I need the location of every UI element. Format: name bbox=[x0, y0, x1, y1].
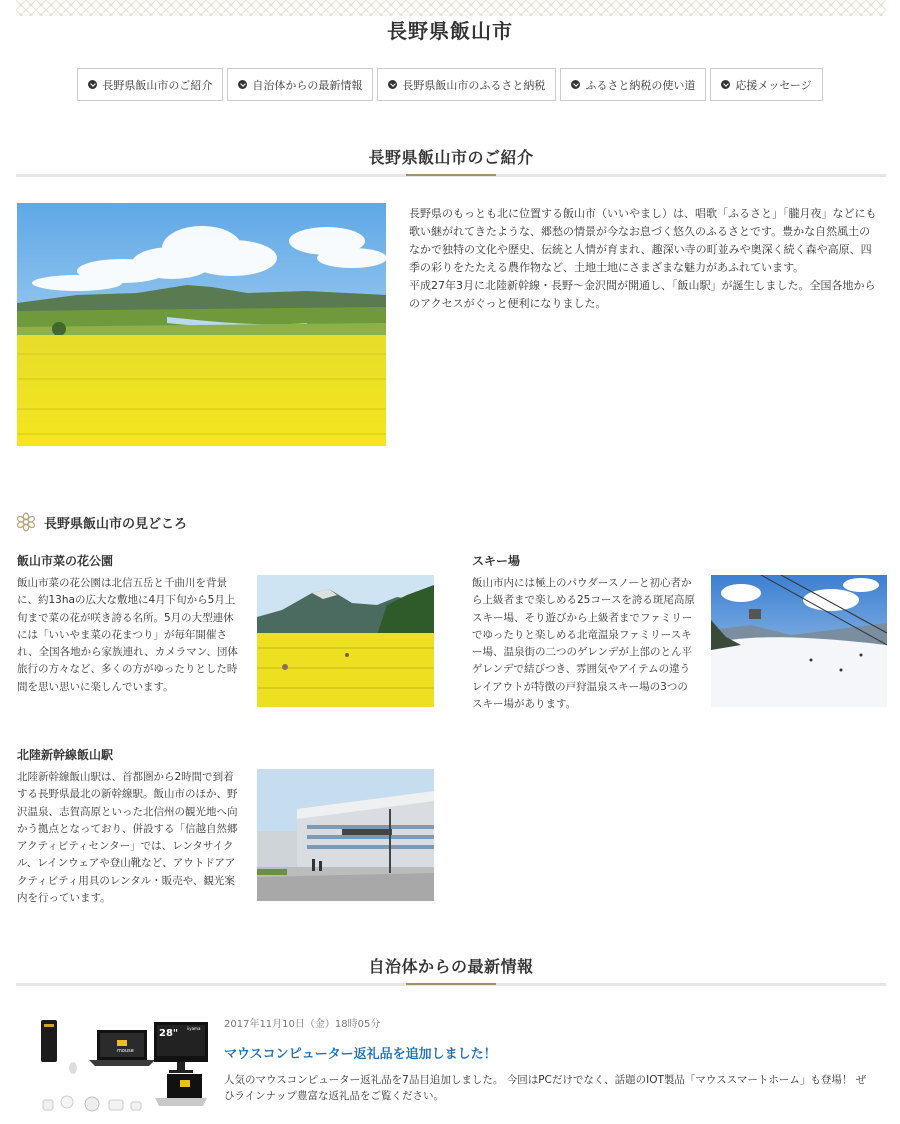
section-divider bbox=[16, 174, 886, 177]
iiyama-station-photo bbox=[257, 769, 434, 901]
news-date: 2017年11月10日（金）18時05分 bbox=[224, 1019, 381, 1030]
intro-rapeseed-field-photo bbox=[17, 203, 386, 446]
section-nav bbox=[0, 68, 900, 101]
intro-paragraph: 長野県のもっとも北に位置する飯山市（いいやまし）は、唱歌「ふるさと」「朧月夜」などにも歌い継がれてきたような、郷愁の情景が今なお息づく悠久のふるさとです。豊かな自然風土のなかで独特の文化や歴史、伝統と人情が育まれ、趣深い寺の町並みや奥深く続く森や高原、四季の彩りをたたえる農作物など、土地土地にさまざまな魅力があふれています。 bbox=[409, 207, 877, 274]
highlights-heading bbox=[16, 512, 187, 532]
section-divider bbox=[16, 983, 886, 986]
spot-title-station: 北陸新幹線飯山駅 bbox=[17, 748, 114, 762]
nav-label: 自治体からの最新情報 bbox=[252, 78, 363, 92]
monitor-brand-label: iiyama bbox=[187, 1026, 201, 1031]
section-title: 自治体からの最新情報 bbox=[368, 957, 534, 976]
spot-title-ski: スキー場 bbox=[472, 554, 521, 568]
nav-label: 長野県飯山市のご紹介 bbox=[102, 78, 213, 92]
site-title: 長野県飯山市 bbox=[387, 19, 513, 43]
nav-usage-button[interactable] bbox=[560, 68, 706, 101]
subsection-title: 長野県飯山市の見どころ bbox=[44, 516, 188, 532]
spot-title-rapeseed-park: 飯山市菜の花公園 bbox=[17, 554, 114, 568]
chevron-down-circle-icon bbox=[721, 80, 730, 89]
intro-section-heading bbox=[16, 145, 886, 177]
nav-label: 応援メッセージ bbox=[735, 78, 812, 92]
rapeseed-park-photo bbox=[257, 575, 434, 707]
intro-description bbox=[409, 205, 881, 313]
news-title-link[interactable]: マウスコンピューター返礼品を追加しました！ bbox=[224, 1047, 497, 1062]
nav-intro-button[interactable] bbox=[77, 68, 223, 101]
nav-label: ふるさと納税の使い道 bbox=[585, 78, 696, 92]
news-body: 人気のマウスコンピューター返礼品を7品目追加しました。 今回はPCだけでなく、話題のIOT製品「マウススマートホーム」も登場！ ぜひラインナップ豊富な返礼品をご覧ください。 bbox=[224, 1074, 867, 1102]
decorative-top-band bbox=[16, 0, 886, 16]
news-section-heading bbox=[16, 954, 886, 986]
nav-news-button[interactable] bbox=[227, 68, 373, 101]
chevron-down-circle-icon bbox=[238, 80, 247, 89]
chevron-down-circle-icon bbox=[388, 80, 397, 89]
nav-furusato-button[interactable] bbox=[377, 68, 556, 101]
chevron-down-circle-icon bbox=[88, 80, 97, 89]
intro-paragraph: 平成27年3月に北陸新幹線・長野〜金沢間が開通し、「飯山駅」が誕生しました。全国各地からのアクセスがぐっと便利になりました。 bbox=[409, 279, 876, 310]
mouse-computer-products-image bbox=[37, 1012, 212, 1122]
spot-text-station: 北陸新幹線飯山駅は、首都圏から2時間で到着する長野県最北の新幹線駅。飯山市のほか、野沢温泉、志賀高原といった北信州の観光地へ向かう拠点となっており、併設する「信越自然郷アクティビティセンター」では、レンタサイクル、レインウェアや登山靴など、アウトドアアクティビティ用具のレンタル・販売や、観光案内を行っています。 bbox=[17, 771, 238, 905]
section-title: 長野県飯山市のご紹介 bbox=[368, 148, 534, 167]
laptop-brand-label: mouse bbox=[117, 1048, 134, 1054]
nav-message-button[interactable] bbox=[710, 68, 822, 101]
monitor-size-label: 28" bbox=[159, 1028, 179, 1039]
chevron-down-circle-icon bbox=[571, 80, 580, 89]
spot-text-rapeseed-park: 飯山市菜の花公園は北信五岳と千曲川を背景に、約13haの広大な敷地に4月下旬から5月上旬まで菜の花が咲き誇る名所。5月の大型連休には「いいやま菜の花まつり」が毎年開催され、全国各地から家族連れ、カメラマン、団体旅行の方々など、多くの方がゆったりとした時間を思い思いに楽しんでいます。 bbox=[17, 577, 238, 693]
spot-text-ski: 飯山市内には極上のパウダースノーと初心者から上級者まで楽しめる25コースを誇る斑尾高原スキー場、そり遊びから上級者までファミリーでゆったりと楽しめる北竜温泉ファミリースキー場、温泉街の二つのゲレンデが上部のとん平ゲレンデで結びつき、雰囲気やアイテムの違うレイアウトが特徴の戸狩温泉スキー場の3つのスキー場があります。 bbox=[472, 577, 695, 711]
nav-label: 長野県飯山市のふるさと納税 bbox=[402, 78, 546, 92]
ski-area-photo bbox=[711, 575, 887, 707]
flower-icon bbox=[16, 512, 36, 532]
